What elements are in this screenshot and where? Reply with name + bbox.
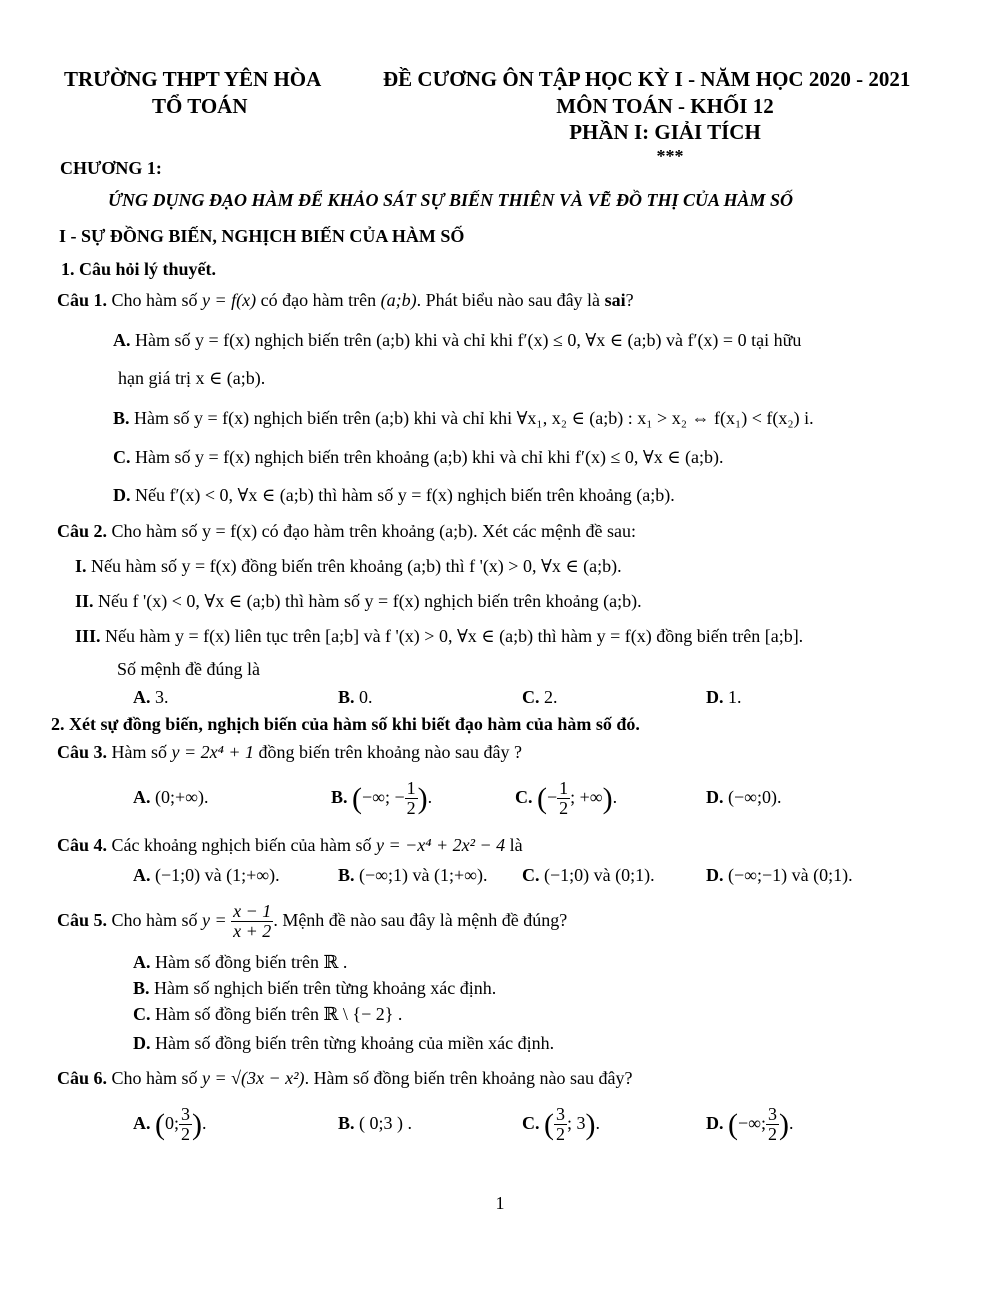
question-1-option-a: A. Hàm số y = f(x) nghịch biến trên (a;b) khi và chỉ khi f′(x) ≤ 0, ∀x ∈ (a;b) và f′(x) = 0 tại hữu	[113, 330, 802, 350]
page-number: 1	[495, 1193, 505, 1213]
question-2-option-a: A. 3.	[133, 687, 169, 707]
question-2-option-b: B. 0.	[338, 687, 373, 707]
question-5-option-d: D. Hàm số đồng biến trên từng khoảng của miền xác định.	[133, 1033, 555, 1053]
question-4-stem: Câu 4. Các khoảng nghịch biến của hàm số y = −x⁴ + 2x² − 4 là	[57, 835, 523, 855]
statement-i: I. Nếu hàm số y = f(x) đồng biến trên khoảng (a;b) thì f '(x) > 0, ∀x ∈ (a;b).	[75, 556, 622, 576]
department-name: TỔ TOÁN	[152, 94, 248, 118]
question-label: Câu 3.	[57, 742, 108, 762]
subject-title: MÔN TOÁN - KHỐI 12	[556, 94, 774, 118]
question-4-option-b: B. (−∞;1) và (1;+∞).	[338, 865, 488, 885]
question-1-option-c: C. Hàm số y = f(x) nghịch biến trên khoảng (a;b) khi và chỉ khi f′(x) ≤ 0, ∀x ∈ (a;b).	[113, 447, 724, 467]
question-5-stem: Câu 5. Cho hàm số y = $\frac{x - 1}{x + 2}$ . Mệnh đề nào sau đây là mệnh đề đúng?	[57, 901, 568, 942]
question-3-option-a: A. (0;+∞).	[133, 787, 209, 807]
chapter-title: ỨNG DỤNG ĐẠO HÀM ĐỂ KHẢO SÁT SỰ BIẾN THIÊN VÀ VẼ ĐỒ THỊ CỦA HÀM SỐ	[108, 190, 794, 210]
question-4-option-d: D. (−∞;−1) và (0;1).	[706, 865, 853, 885]
document-title: ĐỀ CƯƠNG ÔN TẬP HỌC KỲ I - NĂM HỌC 2020 - 2021	[383, 67, 911, 91]
chapter-label: CHƯƠNG 1:	[60, 158, 162, 178]
question-2-option-d: D. 1.	[706, 687, 742, 707]
question-2-stem: Câu 2. Cho hàm số y = f(x) có đạo hàm trên khoảng (a;b). Xét các mệnh đề sau:	[57, 521, 637, 541]
section-heading: I - SỰ ĐỒNG BIẾN, NGHỊCH BIẾN CỦA HÀM SỐ	[59, 226, 465, 246]
question-5-option-a: A. Hàm số đồng biến trên ℝ .	[133, 952, 348, 972]
question-6-option-c: C. ( $\frac{3}{2}$ ; 3).	[522, 1104, 601, 1145]
part-title: PHẦN I: GIẢI TÍCH	[569, 120, 761, 144]
question-3-option-d: D. (−∞;0).	[706, 787, 782, 807]
question-label: Câu 2.	[57, 521, 108, 541]
question-2-ask: Số mệnh đề đúng là	[117, 659, 260, 679]
stars-divider: ***	[656, 146, 684, 166]
question-label: Câu 4.	[57, 835, 108, 855]
question-6-stem: Câu 6. Cho hàm số y = √(3x − x²). Hàm số đồng biến trên khoảng nào sau đây?	[57, 1068, 633, 1088]
subsection-2-heading: 2. Xét sự đồng biến, nghịch biến của hàm số khi biết đạo hàm của hàm số đó.	[51, 714, 640, 734]
question-5-option-c: C. Hàm số đồng biến trên ℝ \ {− 2} .	[133, 1004, 403, 1024]
question-6-option-a: A. (0; $\frac{3}{2}$ ).	[133, 1104, 207, 1145]
question-1-stem: Câu 1. Cho hàm số y = f(x) có đạo hàm trên (a;b). Phát biểu nào sau đây là sai?	[57, 290, 634, 310]
question-1-option-a-cont: hạn giá trị x ∈ (a;b).	[118, 368, 266, 388]
question-label: Câu 1.	[57, 290, 108, 310]
question-6-option-b: B. ( 0;3 ) .	[338, 1113, 413, 1133]
question-3-option-b: B. (−∞; − $\frac{1}{2}$ ).	[331, 778, 433, 819]
question-3-option-c: C. (− $\frac{1}{2}$ ; +∞).	[515, 778, 618, 819]
question-label: Câu 5.	[57, 910, 108, 930]
subsection-1-heading: 1. Câu hỏi lý thuyết.	[61, 259, 217, 279]
question-4-option-c: C. (−1;0) và (0;1).	[522, 865, 655, 885]
question-label: Câu 6.	[57, 1068, 108, 1088]
question-2-option-c: C. 2.	[522, 687, 558, 707]
statement-ii: II. Nếu f '(x) < 0, ∀x ∈ (a;b) thì hàm số y = f(x) nghịch biến trên khoảng (a;b).	[75, 591, 642, 611]
question-6-option-d: D. (−∞; $\frac{3}{2}$ ).	[706, 1104, 794, 1145]
question-5-option-b: B. Hàm số nghịch biến trên từng khoảng xác định.	[133, 978, 497, 998]
statement-iii: III. Nếu hàm y = f(x) liên tục trên [a;b] và f '(x) > 0, ∀x ∈ (a;b) thì hàm y = f(x) đồng biến trên [a;b].	[75, 626, 804, 646]
question-1-option-d: D. Nếu f′(x) < 0, ∀x ∈ (a;b) thì hàm số y = f(x) nghịch biến trên khoảng (a;b).	[113, 485, 675, 505]
question-3-stem: Câu 3. Hàm số y = 2x⁴ + 1 đồng biến trên khoảng nào sau đây ?	[57, 742, 522, 762]
question-4-option-a: A. (−1;0) và (1;+∞).	[133, 865, 280, 885]
question-1-option-b: B. Hàm số y = f(x) nghịch biến trên (a;b) khi và chỉ khi ∀x₁, x₂ ∈ (a;b) : x₁ > x₂ ⇔ f(x₁) < f(x₂) i.	[113, 408, 814, 428]
school-name: TRƯỜNG THPT YÊN HÒA	[64, 67, 322, 91]
